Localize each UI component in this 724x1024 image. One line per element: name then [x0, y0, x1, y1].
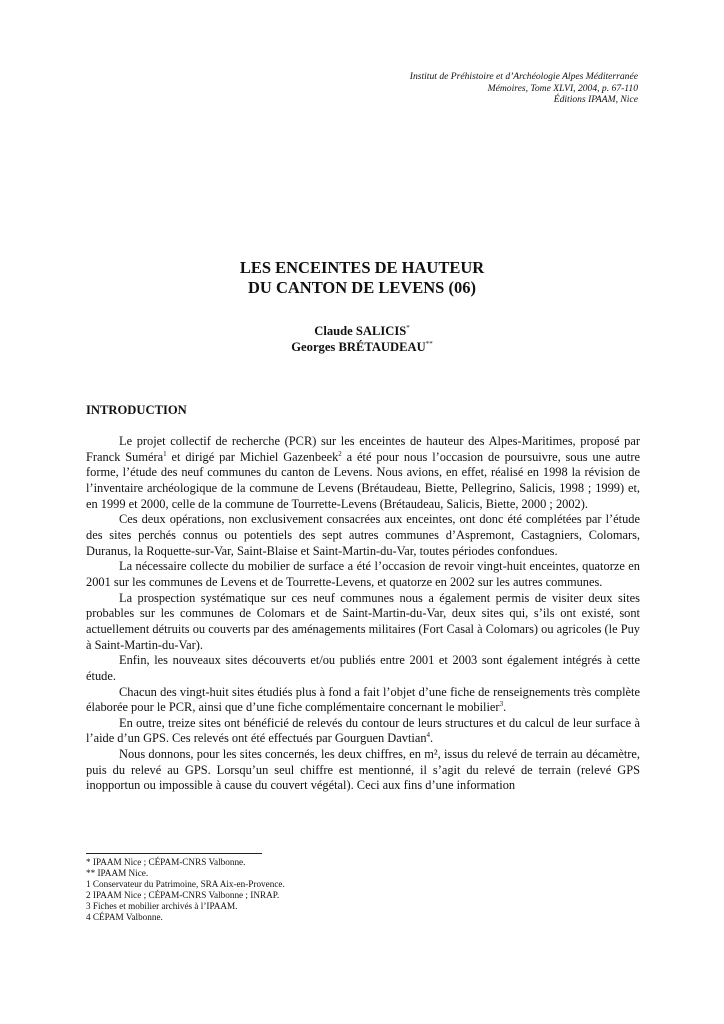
footnote: 1 Conservateur du Patrimoine, SRA Aix-en-Provence. [86, 879, 285, 890]
footnotes [86, 857, 640, 924]
author [0, 323, 724, 339]
author [0, 339, 724, 355]
section-heading: INTRODUCTION [86, 403, 187, 417]
paragraph: Ces deux opérations, non exclusivement consacrées aux enceintes, ont donc été complétées par l’étude des sites perchés connus ou potentiels des sept autres communes d’Aspremont, Castagniers, Colomars, Duranus, la Roquette-sur-Var, Saint-Blaise et Saint-Martin-du-Var, toutes périodes confondues. [86, 512, 640, 558]
journal-header-line: Mémoires, Tome XLVI, 2004, p. 67-110 [487, 82, 638, 94]
paragraph-text: et dirigé par Michiel Gazenbeek [166, 449, 339, 464]
paragraph: Nous donnons, pour les sites concernés, les deux chiffres, en m², issus du relevé de terrain au décamètre, puis du relevé au GPS. Lorsqu’un seul chiffre est mentionné, il s’agit du relevé de terrain (relevé GPS inopportun ou impossible à cause du couvert végétal). Ceci aux fins d’une information [86, 747, 640, 793]
journal-header-line: Éditions IPAAM, Nice [553, 94, 638, 105]
paragraph [86, 685, 640, 716]
paragraph-text: Chacun des vingt-huit sites étudiés plus à fond a fait l’objet d’une fiche de renseignements très complète élaborée pour le PCR, ainsi que d’une fiche complémentaire concernant le mobilier [86, 684, 640, 715]
author-name: Claude SALICIS [314, 324, 407, 338]
footnote-ref: 2 [338, 449, 342, 458]
paragraph [86, 716, 640, 747]
paragraph: La prospection systématique sur ces neuf communes nous a également permis de visiter deux sites probables sur les communes de Colomars et de Saint-Martin-du-Var, deux sites qui, s’ils ont existé, sont actuellement détruits ou couverts par des aménagements militaires (Fort Casal à Colomars) ou agricoles (le Puy à Saint-Martin-du-Var). [86, 590, 640, 652]
footnote-ref: 1 [163, 449, 167, 458]
footnote: 4 CÉPAM Valbonne. [86, 912, 163, 923]
author-list [0, 323, 724, 355]
author-name: Georges BRÉTAUDEAU [291, 340, 426, 354]
author-affiliation-mark: ** [425, 339, 433, 348]
author-affiliation-mark: * [406, 323, 410, 332]
paragraph: La nécessaire collecte du mobilier de surface a été l’occasion de revoir vingt-huit enceintes, quatorze en 2001 sur les communes de Levens et de Tourrette-Levens, et quatorze en 2002 sur les autres communes. [86, 559, 640, 589]
footnote: ** IPAAM Nice. [86, 868, 149, 879]
footnote-ref: 3 [499, 700, 504, 709]
journal-header-line: Institut de Préhistoire et d’Archéologie Alpes Méditerranée [409, 71, 638, 82]
footnote-ref: 4 [426, 731, 431, 740]
paragraph-text: En outre, treize sites ont bénéficié de relevés du contour de leurs structures et du calcul de leur surface à l’aide d’un GPS. Ces relevés ont été effectués par Gourguen Davtian [86, 715, 640, 746]
journal-header [410, 71, 638, 106]
paragraph: Enfin, les nouveaux sites découverts et/ou publiés entre 2001 et 2003 sont également intégrés à cette étude. [86, 653, 640, 683]
paper-title [0, 258, 724, 298]
body-text [86, 434, 640, 794]
paragraph [86, 434, 640, 512]
paragraph-text: a été pour nous l’occasion de poursuivre, sous une autre forme, l’étude des neuf communes du canton de Levens. Nous avions, en effet, réalisé en 1998 la révision de l’inventaire archéologique de la commune de Levens (Brétaudeau, Biette, Pellegrino, Salicis, 1998 ; 1999) et, en 1999 et 2000, celle de la commune de Tourrette-Levens (Brétaudeau, Salicis, Biette, 2000 ; 2002). [86, 449, 640, 511]
paragraph-text: . [430, 731, 434, 746]
footnote: 2 IPAAM Nice ; CÉPAM-CNRS Valbonne ; INRAP. [86, 890, 280, 901]
footnote: 3 Fiches et mobilier archivés à l’IPAAM. [86, 901, 238, 912]
footnote-separator [86, 853, 262, 854]
paper-title-line: LES ENCEINTES DE HAUTEUR [239, 258, 485, 277]
paragraph-text: Le projet collectif de recherche (PCR) sur les enceintes de hauteur des Alpes-Maritimes, proposé par Franck Suméra [86, 434, 640, 464]
paper-title-line: DU CANTON DE LEVENS (06) [248, 278, 476, 297]
paragraph-text: . [503, 700, 507, 715]
footnote: * IPAAM Nice ; CÉPAM-CNRS Valbonne. [86, 857, 246, 867]
